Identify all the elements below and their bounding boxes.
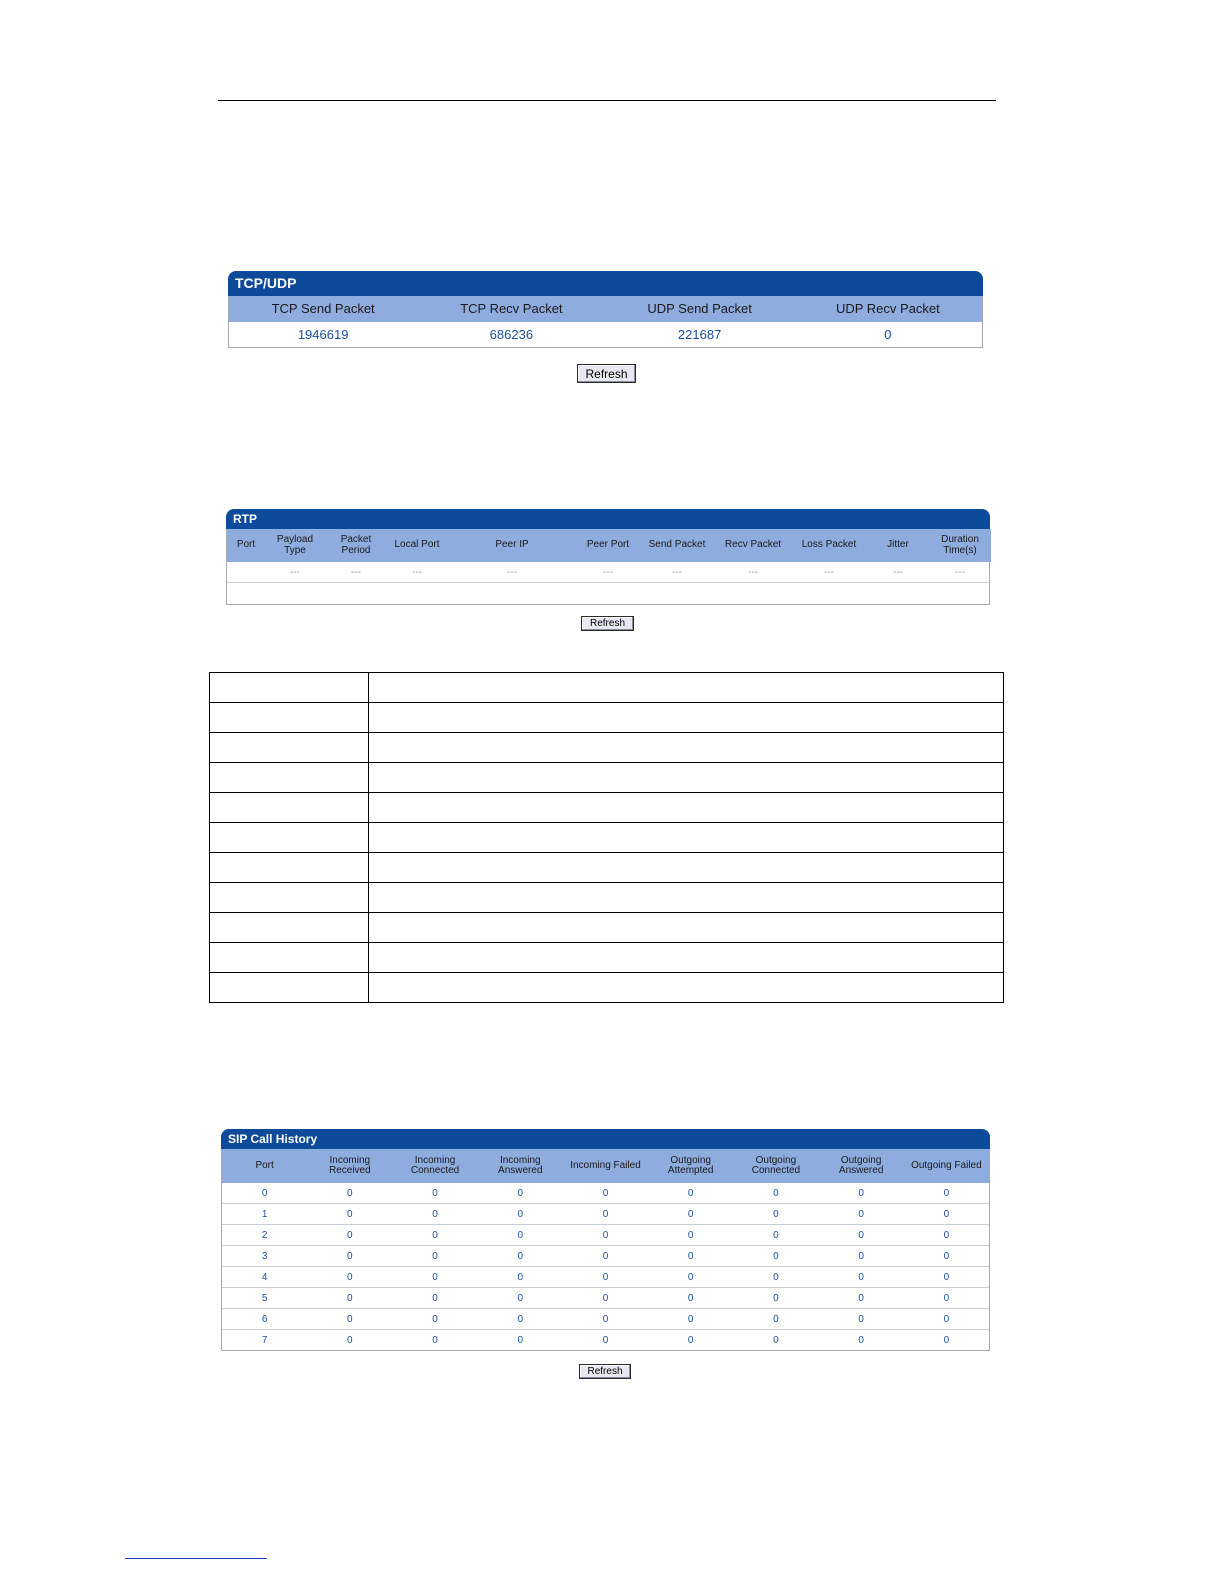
table-row (222, 1225, 989, 1246)
sip-cell: 0 (648, 1309, 733, 1330)
sip-cell: 0 (392, 1309, 477, 1330)
sip-header-cell (904, 1149, 989, 1183)
sip-cell: 0 (773, 1334, 779, 1346)
description-cell (210, 733, 369, 763)
sip-header-cell (733, 1149, 818, 1183)
sip-header-label: Connected (410, 1165, 460, 1176)
description-cell (210, 673, 369, 703)
rtp-header-label: Jitter (887, 539, 909, 551)
sip-cell: 0 (819, 1246, 904, 1267)
sip-header-label: Answered (838, 1165, 884, 1176)
tcp-udp-refresh-button[interactable]: Refresh (577, 364, 636, 383)
description-table (209, 672, 1004, 1003)
tcp-udp-value-row (229, 322, 982, 347)
table-row (210, 853, 1004, 883)
sip-header-cell (392, 1149, 477, 1183)
sip-cell: 0 (819, 1183, 904, 1204)
sip-cell: 0 (307, 1204, 392, 1225)
sip-call-history-table (222, 1149, 989, 1350)
description-cell (369, 763, 1004, 793)
sip-header-label: Received (328, 1165, 371, 1176)
sip-cell: 0 (904, 1288, 989, 1309)
tcp-udp-value-cell: 1946619 (297, 327, 349, 342)
sip-cell: 0 (943, 1334, 950, 1346)
sip-cell: 0 (819, 1288, 904, 1309)
rtp-header-label: Packet (340, 534, 372, 545)
sip-header-label: Outgoing Failed (911, 1159, 982, 1171)
sip-cell: 0 (478, 1225, 563, 1246)
rtp-header-cell (929, 529, 991, 562)
rtp-header-label: Send Packet (648, 539, 706, 551)
description-cell (369, 673, 1004, 703)
sip-header-label: Attempted (667, 1165, 714, 1176)
sip-cell: 0 (733, 1225, 818, 1246)
sip-cell: 7 (261, 1334, 268, 1346)
table-row (210, 673, 1004, 703)
sip-header-label: Port (255, 1159, 274, 1171)
sip-cell: 0 (733, 1267, 818, 1288)
sip-header-label: Outgoing (840, 1154, 882, 1166)
sip-cell: 0 (478, 1288, 563, 1309)
sip-header-cell (819, 1149, 904, 1183)
rtp-cell: --- (929, 562, 991, 583)
sip-cell: 0 (432, 1334, 438, 1346)
rtp-panel (226, 509, 990, 605)
sip-header-cell (307, 1149, 392, 1183)
sip-cell: 0 (563, 1288, 648, 1309)
table-row (210, 733, 1004, 763)
sip-cell: 0 (648, 1183, 733, 1204)
sip-cell: 0 (392, 1183, 477, 1204)
sip-cell: 4 (222, 1267, 307, 1288)
tcp-udp-value-cell: 221687 (677, 327, 722, 342)
sip-header-label: Answered (498, 1165, 543, 1176)
sip-cell: 0 (687, 1334, 694, 1346)
sip-cell: 0 (904, 1225, 989, 1246)
description-cell (369, 913, 1004, 943)
rtp-header-label: Peer Port (586, 539, 630, 551)
rtp-cell: --- (577, 562, 639, 583)
sip-cell: 0 (904, 1204, 989, 1225)
sip-cell: 0 (819, 1309, 904, 1330)
table-row (222, 1246, 989, 1267)
sip-cell: 0 (648, 1288, 733, 1309)
sip-cell: 0 (347, 1334, 353, 1346)
sip-cell: 0 (733, 1309, 818, 1330)
sip-refresh-button[interactable]: Refresh (579, 1364, 631, 1379)
sip-cell: 0 (563, 1267, 648, 1288)
tcp-udp-title: TCP/UDP (228, 271, 983, 296)
sip-header-label: Incoming Failed (570, 1159, 641, 1171)
rtp-header-cell (447, 529, 577, 562)
rtp-cell: --- (265, 562, 325, 583)
tcp-udp-header-cell: TCP Send Packet (229, 296, 417, 322)
rtp-header-cell (715, 529, 791, 562)
tcp-udp-value-cell: 0 (884, 327, 892, 342)
sip-cell: 0 (392, 1225, 477, 1246)
sip-cell: 0 (648, 1267, 733, 1288)
sip-header-label: Incoming (499, 1154, 541, 1166)
sip-cell: 0 (392, 1246, 477, 1267)
description-cell (369, 943, 1004, 973)
sip-header-cell (478, 1149, 563, 1183)
rtp-header-cell (387, 529, 447, 562)
rtp-header-label: Recv Packet (724, 539, 782, 551)
sip-cell: 0 (563, 1225, 648, 1246)
table-row (222, 1288, 989, 1309)
sip-cell: 0 (904, 1246, 989, 1267)
description-cell (369, 973, 1004, 1003)
sip-cell: 0 (819, 1225, 904, 1246)
sip-cell: 0 (904, 1183, 989, 1204)
rtp-cell: --- (715, 562, 791, 583)
sip-cell: 0 (602, 1334, 609, 1346)
sip-cell: 0 (307, 1225, 392, 1246)
rtp-cell: --- (447, 562, 577, 583)
sip-call-history-panel (221, 1129, 990, 1351)
rtp-body (226, 529, 990, 605)
tcp-udp-table (229, 296, 982, 347)
sip-cell: 0 (307, 1246, 392, 1267)
rtp-empty-cell (227, 583, 991, 605)
tcp-udp-panel (228, 271, 983, 348)
sip-header-cell (563, 1149, 648, 1183)
sip-cell: 6 (222, 1309, 307, 1330)
sip-call-history-body (221, 1149, 990, 1351)
sip-header-label: Incoming (414, 1154, 456, 1166)
description-cell (210, 823, 369, 853)
sip-cell: 0 (563, 1246, 648, 1267)
sip-header-cell (648, 1149, 733, 1183)
sip-cell: 0 (733, 1183, 818, 1204)
sip-cell: 0 (563, 1309, 648, 1330)
rtp-cell: --- (387, 562, 447, 583)
rtp-header-cell (265, 529, 325, 562)
rtp-refresh-button[interactable]: Refresh (581, 616, 634, 631)
tcp-udp-header-cell: UDP Send Packet (606, 296, 794, 322)
rtp-header-label: Type (284, 544, 306, 556)
rtp-title: RTP (226, 509, 990, 529)
rtp-header-label: Loss Packet (801, 539, 857, 551)
table-row (210, 883, 1004, 913)
tcp-udp-body (228, 296, 983, 348)
rtp-header-row (227, 529, 991, 562)
rtp-cell: --- (791, 562, 867, 583)
sip-cell: 0 (392, 1267, 477, 1288)
sip-cell: 0 (904, 1309, 989, 1330)
sip-header-label: Incoming (329, 1154, 371, 1166)
sip-cell: 0 (733, 1288, 818, 1309)
tcp-udp-header-row (229, 296, 982, 322)
description-cell (369, 793, 1004, 823)
rtp-cell: --- (325, 562, 387, 583)
sip-cell: 0 (733, 1204, 818, 1225)
sip-cell: 0 (858, 1334, 864, 1346)
sip-header-row (222, 1149, 989, 1183)
rtp-header-label: Period (341, 544, 371, 556)
description-cell (210, 793, 369, 823)
sip-cell: 0 (819, 1267, 904, 1288)
table-row (210, 913, 1004, 943)
footer-link-rule (125, 1558, 267, 1559)
sip-cell: 5 (222, 1288, 307, 1309)
rtp-cell: --- (867, 562, 929, 583)
sip-cell: 2 (222, 1225, 307, 1246)
rtp-header-cell (867, 529, 929, 562)
rtp-header-cell (577, 529, 639, 562)
sip-header-label: Outgoing (670, 1154, 711, 1166)
table-row (222, 1267, 989, 1288)
description-cell (369, 823, 1004, 853)
sip-cell: 0 (478, 1309, 563, 1330)
description-cell (369, 733, 1004, 763)
sip-cell: 0 (648, 1246, 733, 1267)
rtp-header-cell (227, 529, 265, 562)
sip-cell: 0 (392, 1288, 477, 1309)
sip-cell: 0 (222, 1183, 307, 1204)
description-cell (210, 703, 369, 733)
rtp-cell (227, 562, 265, 583)
rtp-table (227, 529, 991, 604)
sip-cell: 0 (478, 1183, 563, 1204)
table-row (210, 763, 1004, 793)
rtp-header-label: Duration (941, 534, 979, 545)
description-cell (210, 853, 369, 883)
sip-call-history-title: SIP Call History (221, 1129, 990, 1149)
rtp-header-label: Local Port (394, 539, 440, 551)
description-cell (210, 943, 369, 973)
tcp-udp-value-cell: 686236 (489, 327, 534, 342)
rtp-header-label: Peer IP (495, 539, 529, 551)
table-row (210, 703, 1004, 733)
sip-cell: 0 (563, 1204, 648, 1225)
rtp-cell: --- (639, 562, 715, 583)
sip-cell: 0 (392, 1204, 477, 1225)
sip-header-cell (222, 1149, 307, 1183)
table-row (222, 1183, 989, 1204)
rtp-header-label: Payload (276, 534, 314, 545)
sip-cell: 3 (222, 1246, 307, 1267)
sip-cell: 0 (563, 1183, 648, 1204)
sip-cell: 0 (307, 1183, 392, 1204)
table-row (227, 562, 991, 583)
tcp-udp-header-cell: TCP Recv Packet (417, 296, 605, 322)
sip-cell: 0 (517, 1334, 524, 1346)
table-row (210, 943, 1004, 973)
rtp-header-label: Port (236, 539, 256, 551)
tcp-udp-header-cell: UDP Recv Packet (794, 296, 982, 322)
sip-cell: 0 (307, 1288, 392, 1309)
table-row (210, 793, 1004, 823)
table-row (222, 1309, 989, 1330)
description-cell (210, 973, 369, 1003)
sip-cell: 0 (307, 1309, 392, 1330)
header-rule (218, 100, 996, 101)
description-cell (210, 763, 369, 793)
description-cell (210, 883, 369, 913)
sip-cell: 0 (478, 1204, 563, 1225)
sip-cell: 0 (307, 1267, 392, 1288)
rtp-header-label: Time(s) (943, 544, 977, 556)
sip-header-label: Connected (751, 1165, 801, 1176)
rtp-empty-row (227, 583, 991, 605)
sip-cell: 0 (648, 1204, 733, 1225)
table-row (222, 1204, 989, 1225)
rtp-header-cell (639, 529, 715, 562)
description-cell (369, 703, 1004, 733)
table-row (210, 823, 1004, 853)
description-cell (369, 883, 1004, 913)
table-row (222, 1330, 989, 1351)
sip-header-label: Outgoing (755, 1154, 797, 1166)
sip-cell: 0 (478, 1267, 563, 1288)
description-cell (210, 913, 369, 943)
sip-cell: 0 (904, 1267, 989, 1288)
rtp-header-cell (325, 529, 387, 562)
description-cell (369, 853, 1004, 883)
sip-cell: 1 (222, 1204, 307, 1225)
sip-cell: 0 (819, 1204, 904, 1225)
sip-cell: 0 (733, 1246, 818, 1267)
sip-cell: 0 (648, 1225, 733, 1246)
sip-cell: 0 (478, 1246, 563, 1267)
rtp-header-cell (791, 529, 867, 562)
table-row (210, 973, 1004, 1003)
